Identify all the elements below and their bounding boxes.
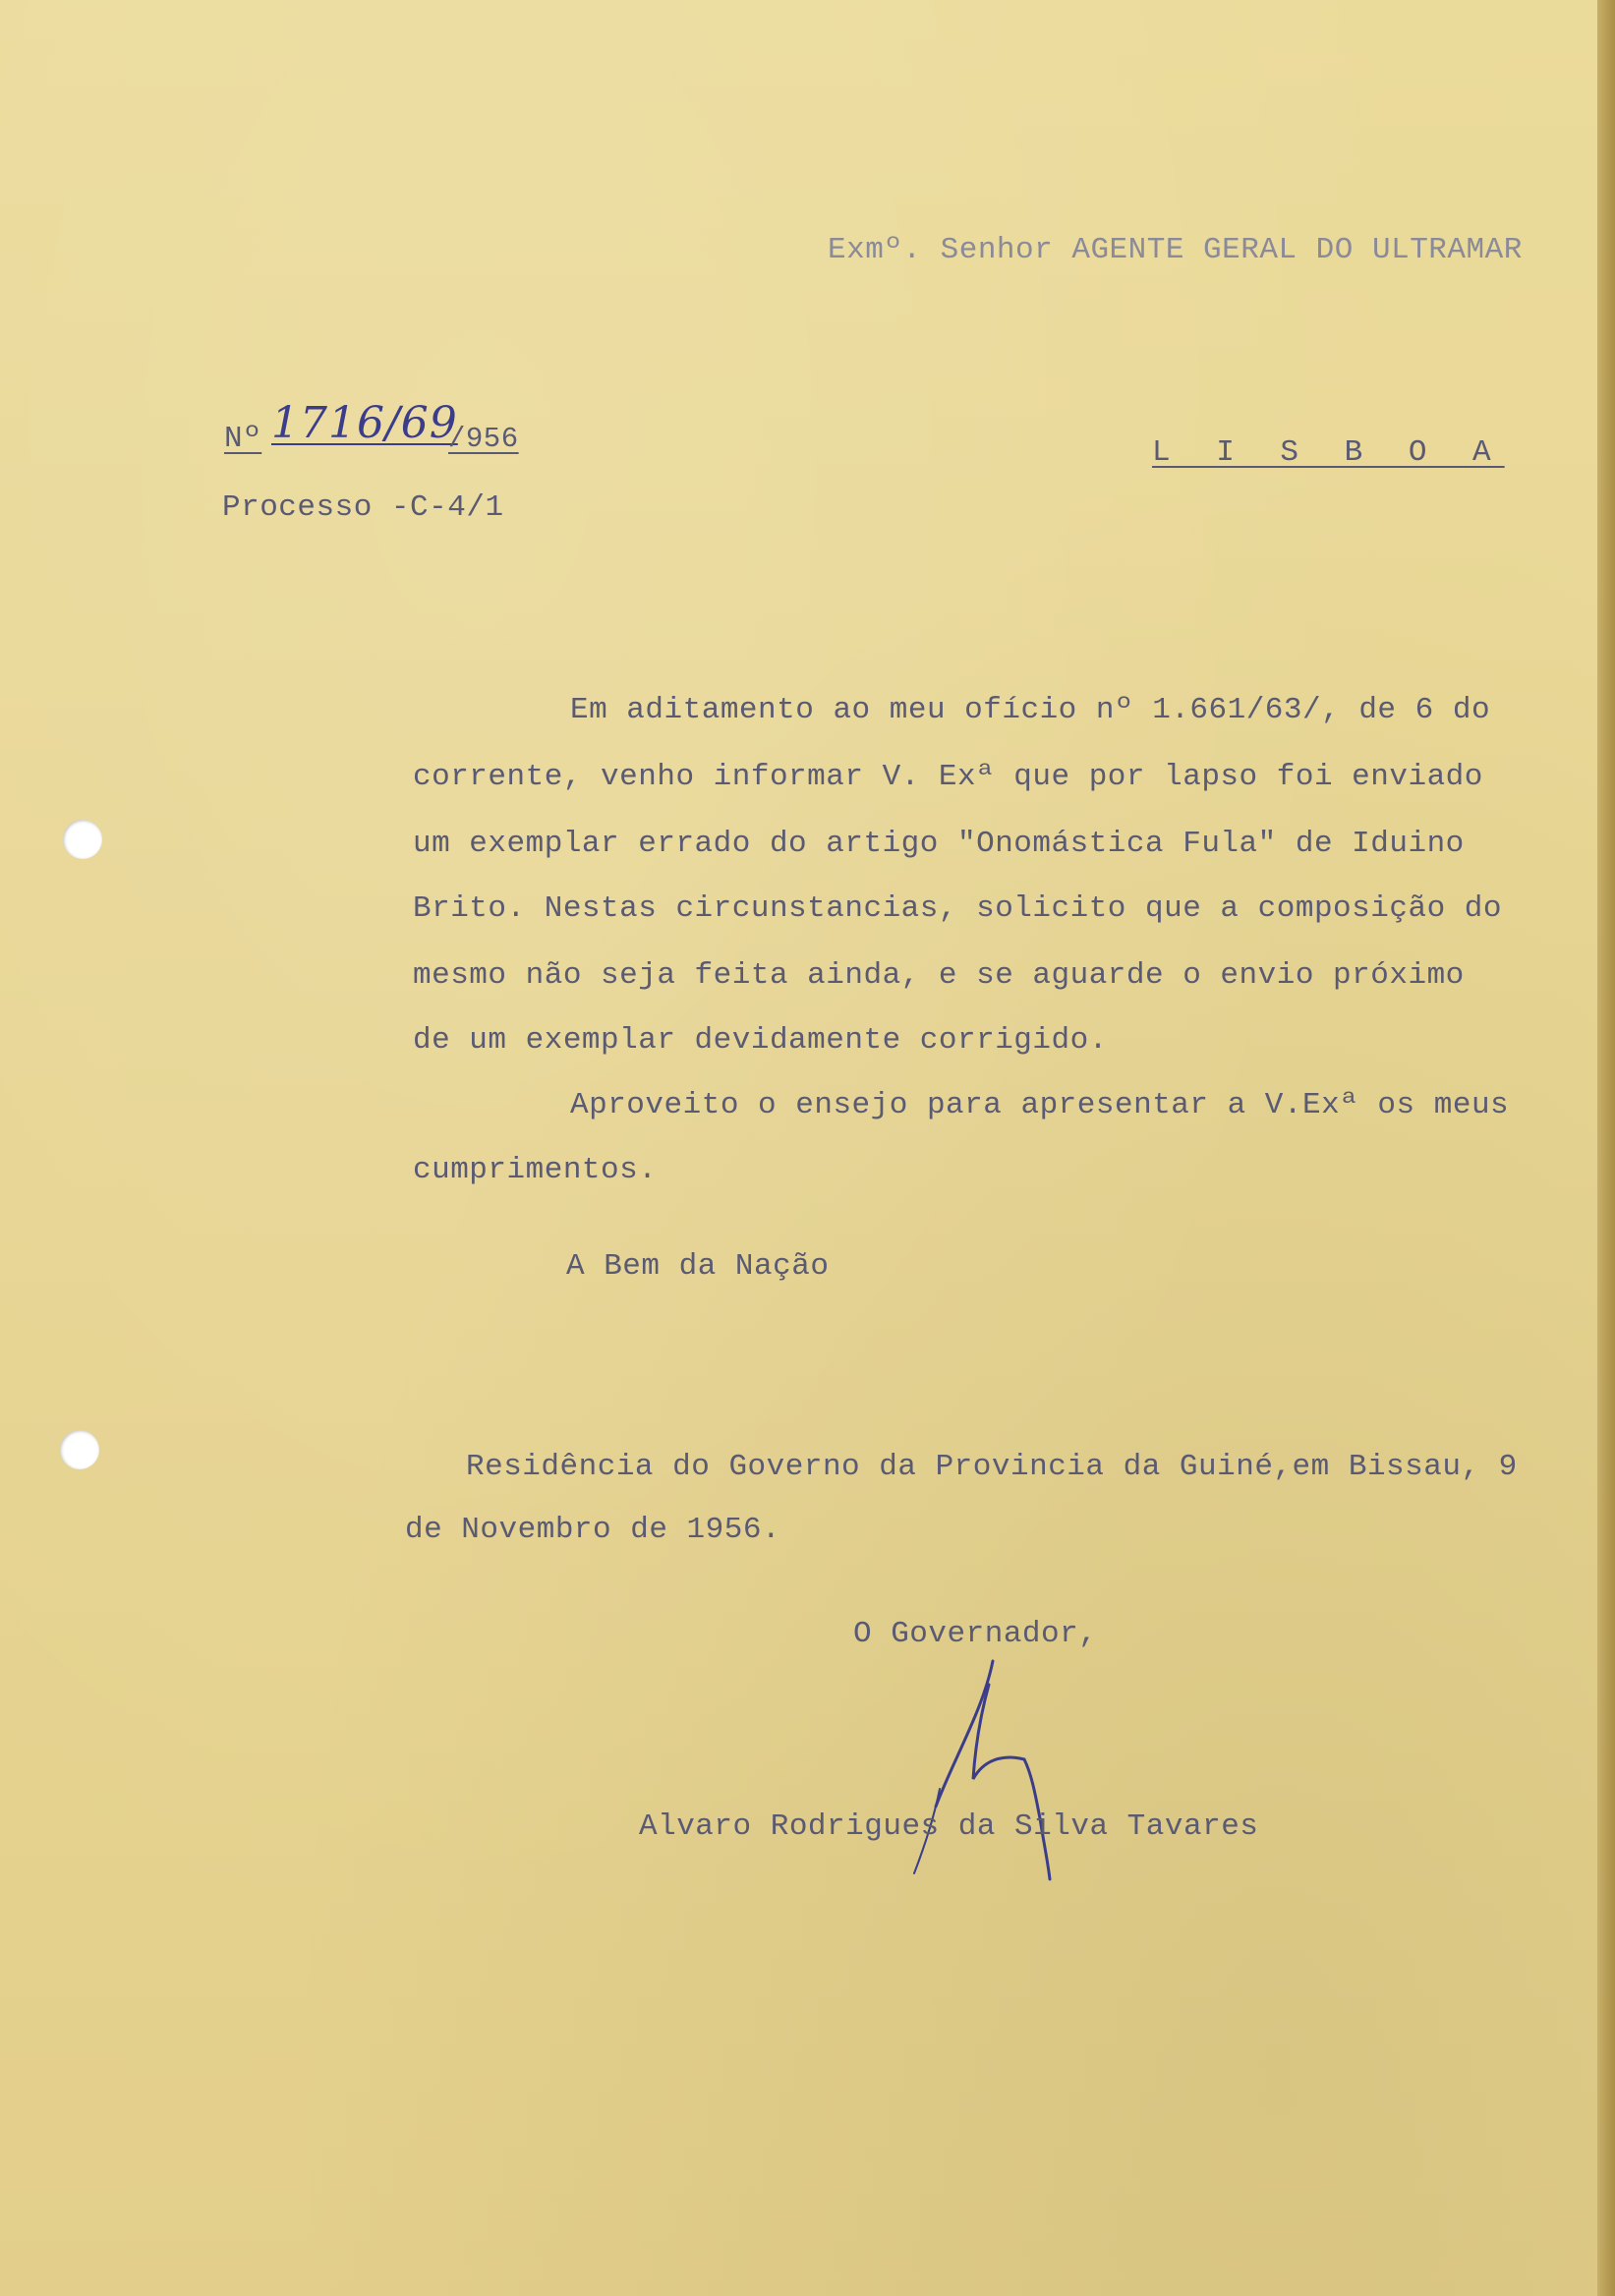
reference-number-handwritten: 1716/69	[271, 398, 458, 448]
handwritten-signature	[885, 1651, 1081, 1887]
closing-salutation: A Bem da Nação	[566, 1249, 830, 1284]
body-line: Brito. Nestas circunstancias, solicito que a composição do	[413, 891, 1502, 926]
body-line: Aproveito o ensejo para apresentar a V.Exª os meus	[570, 1088, 1510, 1122]
place-date-line: de Novembro de 1956.	[405, 1513, 781, 1547]
punch-hole-bottom	[60, 1430, 99, 1469]
addressee-line: Exmº. Senhor AGENTE GERAL DO ULTRAMAR	[828, 233, 1523, 267]
reference-number-prefix: Nº	[224, 422, 262, 456]
signatory-name: Alvaro Rodrigues da Silva Tavares	[639, 1809, 1259, 1844]
signatory-title: O Governador,	[853, 1617, 1098, 1651]
body-line: de um exemplar devidamente corrigido.	[413, 1023, 1108, 1058]
process-reference: Processo -C-4/1	[222, 490, 504, 525]
addressee-city: L I S B O A	[1152, 435, 1505, 470]
body-line: mesmo não seja feita ainda, e se aguarde o envio próximo	[413, 958, 1465, 993]
reference-number	[224, 398, 558, 464]
body-line: cumprimentos.	[413, 1153, 658, 1187]
reference-number-year: /956	[448, 423, 519, 455]
punch-hole-top	[63, 820, 102, 859]
body-line: corrente, venho informar V. Exª que por lapso foi enviado	[413, 760, 1483, 794]
page-edge	[1597, 0, 1615, 2296]
place-date-line: Residência do Governo da Provincia da Guiné,em Bissau, 9	[466, 1450, 1518, 1484]
body-line: um exemplar errado do artigo "Onomástica Fula" de Iduino	[413, 827, 1465, 861]
body-line: Em aditamento ao meu ofício nº 1.661/63/, de 6 do	[570, 693, 1491, 727]
